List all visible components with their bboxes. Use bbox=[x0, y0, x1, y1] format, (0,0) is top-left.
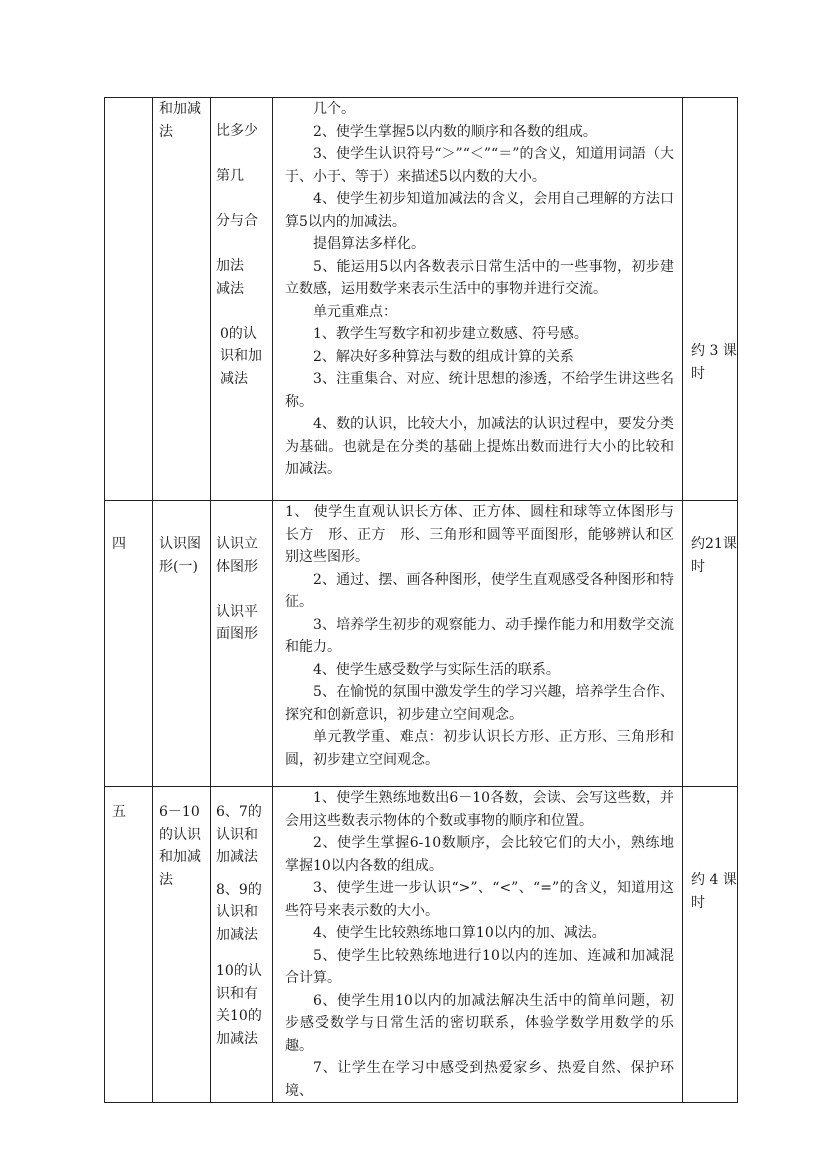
table-row bbox=[105, 501, 738, 787]
lesson-item: 认识立体图形 bbox=[216, 536, 258, 575]
objective-line: 5、在愉悦的氛围中激发学生的学习兴趣，培养学生合作、探究和创新意识，初步建立空间观念。 bbox=[285, 684, 674, 723]
unit-name-cell: 和加减法 bbox=[153, 98, 211, 501]
objective-line: 1、使学生熟练地数出6－10各数，会读、会写这些数，并会用这些数表示物体的个数或事物的顺序和位置。 bbox=[285, 790, 674, 829]
lesson-item: 8、9的认识和加减法 bbox=[216, 881, 262, 943]
lesson-item: 6、7的认识和加减法 bbox=[216, 804, 262, 865]
objective-line: 3、培养学生初步的观察能力、动手操作能力和用数学交流和能力。 bbox=[285, 616, 674, 655]
hours-cell: 约21课时 bbox=[683, 501, 738, 787]
objective-line: 5、能运用5以内各数表示日常生活中的一些事物，初步建立数感，运用数学来表示生活中的事物并进行交流。 bbox=[285, 258, 674, 297]
objective-line: 3、使学生认识符号“＞”“＜”“＝”的含义，知道用词語（大于、小于、等于）来描述5以内数的大小。 bbox=[285, 146, 674, 185]
lesson-item: 加法 bbox=[216, 258, 244, 274]
hours-cell: 约 3 课时 bbox=[683, 98, 738, 501]
objectives-cell bbox=[273, 501, 683, 787]
table-row bbox=[105, 787, 738, 1103]
unit-number-cell: 四 bbox=[105, 501, 153, 787]
objective-line: 4、使学生初步知道加减法的含义，会用自己理解的方法口算5以内的加减法。 bbox=[285, 191, 674, 230]
objectives-cell bbox=[273, 98, 683, 501]
objective-line: 2、解决好多种算法与数的组成计算的关系 bbox=[313, 348, 574, 365]
objective-line: 单元教学重、难点：初步认识长方形、正方形、三角形和圆，初步建立空间观念。 bbox=[285, 729, 674, 768]
lesson-item: 10的认识和有关10的加减法 bbox=[216, 963, 262, 1047]
lesson-item: 0的认识和加减法 bbox=[220, 325, 262, 387]
objective-line: 提倡算法多样化。 bbox=[313, 236, 425, 252]
unit-name-cell: 6－10的认识和加减法 bbox=[153, 787, 211, 1103]
lesson-cell bbox=[211, 98, 273, 501]
lesson-item: 第几 bbox=[216, 168, 244, 184]
objective-line: 4、使学生比较熟练地口算10以内的加、减法。 bbox=[313, 925, 606, 941]
lesson-item: 减法 bbox=[216, 280, 244, 297]
lesson-cell bbox=[211, 501, 273, 787]
hours-cell: 约 4 课时 bbox=[683, 787, 738, 1103]
objective-line: 2、通过、摆、画各种图形，使学生直观感受各种图形和特征。 bbox=[285, 571, 674, 610]
objective-line: 2、使学生掌握6-10数顺序，会比较它们的大小，熟练地掌握10以内各数的组成。 bbox=[285, 835, 674, 874]
objective-line: 单元重难点： bbox=[313, 303, 397, 320]
objective-line: 1、教学生写数字和初步建立数感、符号感。 bbox=[313, 326, 588, 342]
unit-number-cell: 五 bbox=[105, 787, 153, 1103]
lesson-item: 认识平面图形 bbox=[216, 603, 258, 642]
teaching-plan-table bbox=[104, 97, 738, 1103]
objective-line: 4、数的认识，比较大小，加减法的认识过程中，要发分类为基础。也就是在分类的基础上提炼出数而进行大小的比较和加减法。 bbox=[285, 416, 674, 477]
objective-line: 几个。 bbox=[313, 101, 355, 117]
objective-line: 3、注重集合、对应、统计思想的渗透，不给学生讲这些名称。 bbox=[285, 371, 674, 410]
unit-name-cell: 认识图形(一) bbox=[153, 501, 211, 787]
objective-line: 7、让学生在学习中感受到热爱家乡、热爱自然、保护环境、 bbox=[285, 1060, 674, 1099]
objectives-cell bbox=[273, 787, 683, 1103]
objective-line: 4、使学生感受数学与实际生活的联系。 bbox=[313, 661, 560, 678]
objective-line: 2、使学生掌握5以内数的顺序和各数的组成。 bbox=[313, 123, 597, 140]
objective-line: 3、使学生进一步认识“>”、“<”、“=”的含义，知道用这些符号来表示数的大小。 bbox=[285, 880, 674, 919]
table-row bbox=[105, 98, 738, 501]
lesson-item: 分与合 bbox=[216, 213, 258, 229]
lesson-item: 比多少 bbox=[216, 123, 258, 139]
objective-line: 6、使学生用10以内的加减法解决生活中的简单问题，初步感受数学与日常生活的密切联系，体验学数学用数学的乐趣。 bbox=[285, 992, 674, 1054]
unit-number-cell bbox=[105, 98, 153, 501]
lesson-cell bbox=[211, 787, 273, 1103]
objective-line: 1、 使学生直观认识长方体、正方体、圆柱和球等立体图形与长方 形、正方 形、三角形和圆等平面图形，能够辨认和区别这些图形。 bbox=[285, 504, 674, 565]
objective-line: 5、使学生比较熟练地进行10以内的连加、连减和加减混合计算。 bbox=[285, 947, 674, 986]
